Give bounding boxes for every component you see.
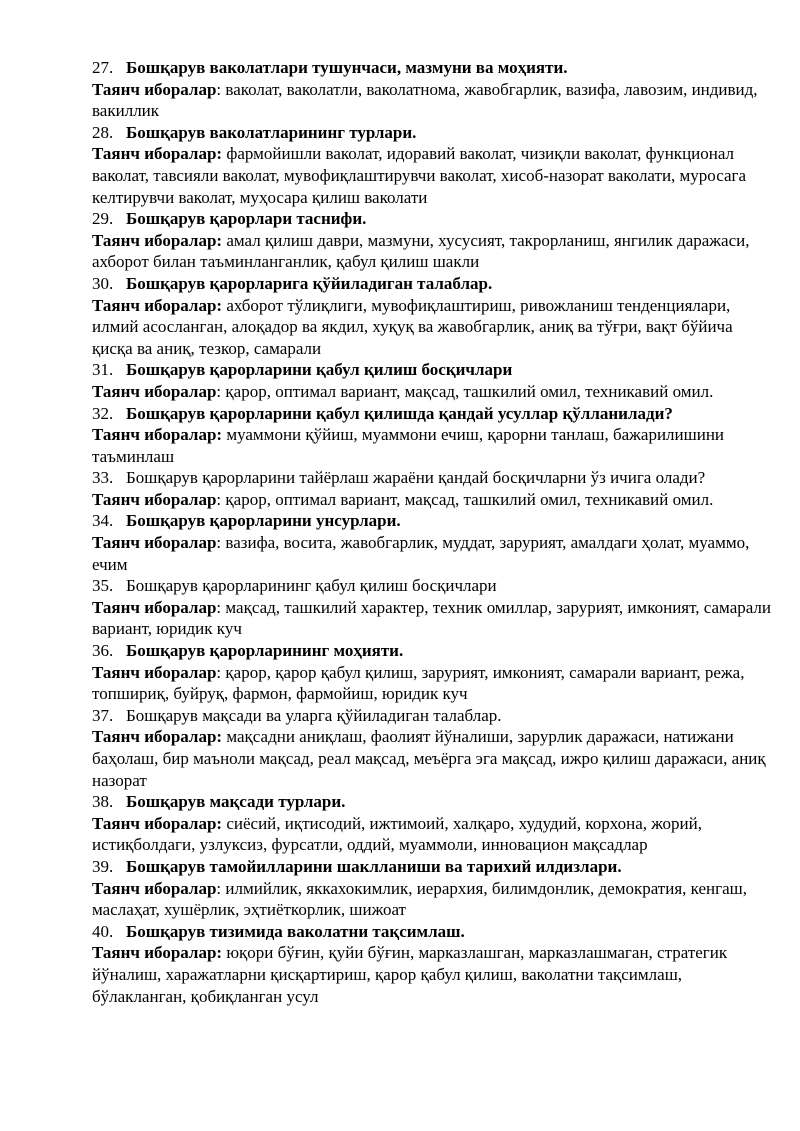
question-title: Бошқарув қарорларини қабул қилишда қандай усуллар қўлланилади? (126, 403, 673, 423)
key-terms-colon: : (216, 662, 222, 682)
key-terms-label: Таянч иборалар (92, 295, 217, 315)
question-heading (92, 467, 772, 489)
key-terms-values: амал қилиш даври, мазмуни, хусусият, такрорланиш, янгилик даражаси, ахборот билан таъминланганлик, қабул қилиш шакли (92, 230, 750, 272)
question-number: 37. (92, 705, 114, 725)
key-terms (92, 143, 772, 208)
key-terms-values: фармойишли ваколат, идоравий ваколат, чизиқли ваколат, функционал ваколат, тавсияли ваколат, мувофиқлаштирувчи ваколат, хисоб-назорат ваколати, муросага келтирувчи ваколат, муҳосара қилиш ваколати (92, 144, 747, 207)
key-terms (92, 813, 772, 856)
key-terms-values: муаммони қўйиш, муаммони ечиш, қарорни танлаш, бажарилишини таъминлаш (92, 425, 725, 466)
question-number: 33. (92, 468, 114, 488)
question-number: 27. (92, 58, 114, 77)
key-terms-colon: : (216, 813, 223, 833)
question-number: 31. (92, 360, 114, 380)
key-terms-values: мақсад, ташкилий характер, техник омиллар, зарурият, имконият, самарали вариант, юридик куч (92, 597, 772, 639)
list-item (92, 510, 772, 575)
key-terms-colon: : (216, 230, 223, 250)
question-title: Бошқарув тизимида ваколатни тақсимлаш. (126, 921, 465, 941)
question-title: Бошқарув қарорларини қабул қилиш босқичлари (126, 360, 513, 380)
list-item (92, 122, 772, 208)
key-terms (92, 381, 772, 403)
key-terms-colon: : (216, 943, 223, 963)
key-terms (92, 295, 772, 360)
question-title: Бошқарув мақсади турлари. (126, 792, 346, 812)
question-heading (92, 273, 772, 295)
question-heading (92, 921, 772, 943)
key-terms (92, 662, 772, 705)
question-number: 29. (92, 209, 114, 229)
question-heading (92, 791, 772, 813)
key-terms-values: ваколат, ваколатли, ваколатнома, жавобгарлик, вазифа, лавозим, индивид, вакиллик (92, 79, 758, 121)
key-terms-values: қарор, қарор қабул қилиш, зарурият, имконият, самарали вариант, режа, топшириқ, буйруқ, фармон, фармойиш, юридик куч (92, 662, 745, 704)
question-title: Бошқарув қарорларини тайёрлаш жараёни қандай босқичларни ўз ичига олади? (126, 468, 706, 488)
list-item (92, 791, 772, 856)
key-terms-colon: : (216, 489, 222, 509)
key-terms-values: мақсадни аниқлаш, фаолият йўналиши, зарурлик даражаси, натижани баҳолаш, бир маъноли мақсад, реал мақсад, меъёрга эга мақсад, ижро қилиш даражаси, аниқ назорат (92, 727, 766, 790)
key-terms-colon: : (216, 381, 222, 401)
list-item (92, 57, 772, 122)
question-number: 40. (92, 921, 114, 941)
key-terms-label: Таянч иборалар (92, 878, 217, 898)
key-terms (92, 726, 772, 791)
question-number: 36. (92, 641, 114, 661)
list-item (92, 856, 772, 921)
key-terms-colon: : (216, 295, 223, 315)
key-terms (92, 424, 772, 467)
key-terms-label: Таянч иборалар (92, 943, 217, 963)
question-number: 34. (92, 511, 114, 531)
key-terms-colon: : (216, 425, 223, 445)
question-heading (92, 359, 772, 381)
question-number: 35. (92, 576, 114, 596)
key-terms-colon: : (216, 144, 223, 164)
question-heading (92, 575, 772, 597)
key-terms-label: Таянч иборалар (92, 727, 217, 747)
question-title: Бошқарув қарорларига қўйиладиган талаблар. (126, 273, 493, 293)
question-heading (92, 705, 772, 727)
key-terms-values: қарор, оптимал вариант, мақсад, ташкилий омил, техникавий омил. (225, 489, 714, 509)
question-title: Бошқарув тамойилларини шаклланиши ва тарихий илдизлари. (126, 856, 622, 876)
question-number: 32. (92, 403, 114, 423)
document-page (92, 57, 772, 1007)
key-terms (92, 942, 772, 1007)
key-terms-label: Таянч иборалар (92, 597, 217, 617)
key-terms-colon: : (216, 597, 222, 617)
key-terms (92, 878, 772, 921)
question-title: Бошқарув қарорлари таснифи. (126, 209, 367, 229)
key-terms-values: вазифа, восита, жавобгарлик, муддат, зарурият, амалдаги ҳолат, муаммо, ечим (92, 533, 750, 574)
list-item (92, 921, 772, 1007)
question-heading (92, 510, 772, 532)
list-item (92, 359, 772, 402)
question-title: Бошқарув ваколатлари тушунчаси, мазмуни ва моҳияти. (126, 58, 568, 77)
key-terms-label: Таянч иборалар (92, 230, 217, 250)
question-heading (92, 403, 772, 425)
question-number: 28. (92, 122, 114, 142)
key-terms-label: Таянч иборалар (92, 144, 217, 164)
question-title: Бошқарув қарорларини унсурлари. (126, 511, 401, 531)
key-terms (92, 597, 772, 640)
list-item (92, 575, 772, 640)
key-terms-values: юқори бўғин, қуйи бўғин, марказлашган, марказлашмаган, стратегик йўналиш, харажатларни қисқартириш, қарор қабул қилиш, ваколатни тақсимлаш, бўлакланган, қобиқланган усул (92, 943, 728, 1006)
question-heading (92, 122, 772, 144)
key-terms-label: Таянч иборалар (92, 813, 217, 833)
question-title: Бошқарув қарорларининг моҳияти. (126, 641, 404, 661)
question-title: Бошқарув мақсади ва уларга қўйиладиган талаблар. (126, 705, 502, 725)
key-terms (92, 489, 772, 511)
list-item (92, 208, 772, 273)
key-terms-label: Таянч иборалар (92, 79, 217, 99)
question-title: Бошқарув ваколатларининг турлари. (126, 122, 417, 142)
key-terms-colon: : (216, 79, 222, 99)
list-item (92, 467, 772, 510)
list-item (92, 705, 772, 791)
key-terms-values: ахборот тўлиқлиги, мувофиқлаштириш, ривожланиш тенденциялари, илмий асосланган, алоқадор ва якдил, хуқуқ ва жавобгарлик, аниқ ва тўғри, вақт бўйича қисқа ва аниқ, тезкор, самарали (92, 295, 733, 358)
key-terms-colon: : (216, 727, 223, 747)
key-terms-label: Таянч иборалар (92, 381, 217, 401)
key-terms (92, 79, 772, 122)
key-terms-values: сиёсий, иқтисодий, ижтимоий, халқаро, худудий, корхона, жорий, истиқболдаги, узлуксиз, фурсатли, оддий, муаммоли, инновацион мақсадлар (92, 813, 703, 855)
key-terms-values: илмийлик, яккахокимлик, иерархия, билимдонлик, демократия, кенгаш, маслаҳат, хушёрлик, эҳтиёткорлик, шижоат (92, 878, 747, 920)
question-number: 39. (92, 856, 114, 876)
key-terms-label: Таянч иборалар (92, 489, 217, 509)
list-item (92, 403, 772, 468)
question-heading (92, 57, 772, 79)
question-heading (92, 208, 772, 230)
key-terms (92, 532, 772, 575)
key-terms-label: Таянч иборалар (92, 425, 217, 445)
key-terms-label: Таянч иборалар (92, 662, 217, 682)
key-terms-colon: : (216, 533, 222, 553)
key-terms-colon: : (216, 878, 222, 898)
key-terms-label: Таянч иборалар (92, 533, 217, 553)
list-item (92, 640, 772, 705)
key-terms-values: қарор, оптимал вариант, мақсад, ташкилий омил, техникавий омил. (225, 381, 714, 401)
question-heading (92, 640, 772, 662)
question-title: Бошқарув қарорларининг қабул қилиш босқичлари (126, 576, 497, 596)
list-item (92, 273, 772, 359)
question-number: 38. (92, 792, 114, 812)
question-heading (92, 856, 772, 878)
key-terms (92, 230, 772, 273)
question-number: 30. (92, 273, 114, 293)
